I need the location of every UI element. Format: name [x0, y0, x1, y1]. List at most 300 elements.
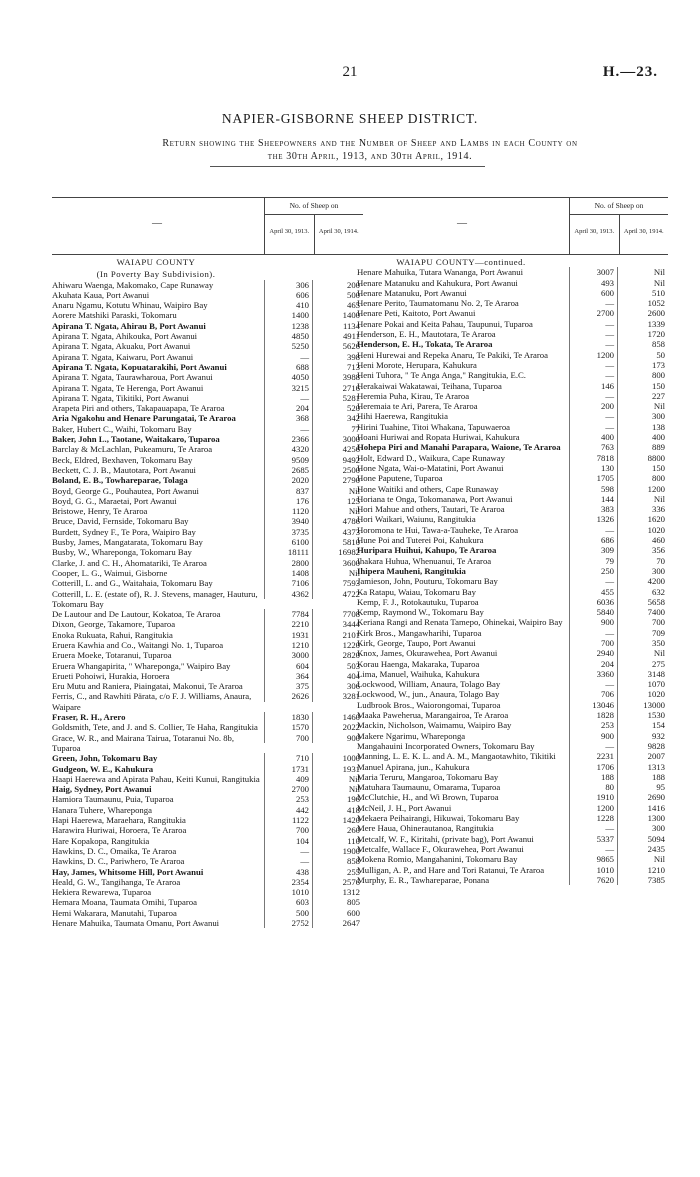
owner-name: Kirk, George, Taupo, Port Awanui — [357, 637, 476, 648]
owner-name: Boyd, George G., Pouhautea, Port Awanui — [52, 485, 199, 496]
owner-name: Murphy, E. R., Tawhareparae, Ponana — [357, 874, 490, 885]
count-1914: 300 — [617, 411, 668, 421]
owner-name: Manuel Apirana, jun., Kahukura — [357, 761, 470, 772]
count-1913: 204 — [569, 659, 617, 669]
count-1914: Nil — [312, 784, 363, 794]
owner-name: Hune Poi and Tuterei Poi, Kahukura — [357, 535, 484, 546]
owner-name: Baker, Hubert C., Waihi, Tokomaru Bay — [52, 423, 192, 434]
count-1913: — — [569, 319, 617, 329]
count-1914: 7708 — [312, 609, 363, 619]
count-1913: 9865 — [569, 854, 617, 864]
year-1914-header: April 30, 1914. — [619, 215, 669, 254]
table-row — [357, 494, 668, 504]
count-1913: — — [569, 741, 617, 751]
count-1914: 3600 — [312, 558, 363, 568]
table-row — [52, 558, 363, 568]
table-row — [52, 887, 363, 897]
owner-name: Mekaera Peihairangi, Hikuwai, Tokomaru Bay — [357, 813, 520, 824]
table-row — [52, 578, 363, 588]
sheep-count-header — [264, 198, 363, 254]
count-1913: 188 — [569, 772, 617, 782]
count-1913: 438 — [264, 867, 312, 877]
owner-name: Hori Waikari, Waiunu, Rangitukia — [357, 514, 476, 525]
owner-name: Henare Pokai and Keita Pahau, Taupunui, Tuparoa — [357, 318, 533, 329]
count-1913: 6100 — [264, 537, 312, 547]
owner-name: Apirana T. Ngata, Kopuatarakihi, Port Awanui — [52, 361, 227, 372]
owner-name: Ahiwaru Waenga, Makomako, Cape Runaway — [52, 279, 214, 290]
count-1914: 1720 — [617, 329, 668, 339]
count-1914: 255 — [312, 867, 363, 877]
table-row — [357, 401, 668, 411]
table-row — [357, 762, 668, 772]
count-1914: Nil — [312, 774, 363, 784]
table-row — [52, 805, 363, 815]
count-1914: 150 — [617, 463, 668, 473]
count-1914: 1070 — [617, 679, 668, 689]
count-1914: 858 — [617, 339, 668, 349]
count-1914: 398 — [312, 352, 363, 362]
owner-name: Hamiora Taumaunu, Puia, Tuparoa — [52, 794, 174, 805]
table-row — [357, 391, 668, 401]
count-1914: 2790 — [312, 475, 363, 485]
count-1913: 1400 — [264, 310, 312, 320]
count-1913: 375 — [264, 681, 312, 691]
owner-name: Aorere Matshiki Paraski, Tokomaru — [52, 310, 177, 321]
count-1913: 383 — [569, 504, 617, 514]
owner-name: Beckett, C. J. B., Mautotara, Port Awanui — [52, 464, 196, 475]
count-1914: 5658 — [617, 597, 668, 607]
count-1913: 4850 — [264, 331, 312, 341]
count-1913: 250 — [569, 566, 617, 576]
table-row — [52, 764, 363, 774]
owner-name: Eruera Whangapirita, " Whareponga," Waipiro Bay — [52, 660, 231, 671]
table-row — [357, 844, 668, 854]
table-row — [52, 465, 363, 475]
count-1913: 706 — [569, 689, 617, 699]
count-1913: 603 — [264, 897, 312, 907]
count-1913: 104 — [264, 836, 312, 846]
owner-name: Hekiera Rewarewa, Tuparoa — [52, 887, 152, 898]
table-row — [357, 720, 668, 730]
owner-name: Mackin, Nicholson, Waimamu, Waipiro Bay — [357, 720, 512, 731]
owner-name: Green, John, Tokomaru Bay — [52, 753, 158, 764]
table-row — [357, 607, 668, 617]
table-row — [52, 846, 363, 856]
table-row — [357, 463, 668, 473]
owner-name: Ihakara Huhua, Whenuanui, Te Araroa — [357, 555, 492, 566]
table-row — [52, 722, 363, 732]
owner-name: Hay, James, Whitsome Hill, Port Awanui — [52, 866, 204, 877]
count-1914: 460 — [617, 535, 668, 545]
table-row — [52, 836, 363, 846]
table-row — [357, 360, 668, 370]
count-1914: 805 — [312, 897, 363, 907]
sheep-count-group-label: No. of Sheep on — [570, 198, 668, 215]
table-row — [52, 630, 363, 640]
owner-name: Lockwood, William, Anaura, Tolago Bay — [357, 679, 501, 690]
count-1914: 709 — [617, 628, 668, 638]
owner-name: Beck, Eldred, Bexhaven, Tokomaru Bay — [52, 454, 193, 465]
count-1913: 1122 — [264, 815, 312, 825]
count-1913: 1706 — [569, 762, 617, 772]
count-1913: — — [264, 393, 312, 403]
table-row — [357, 556, 668, 566]
table-row — [357, 484, 668, 494]
count-1913: — — [569, 422, 617, 432]
table-row — [52, 290, 363, 300]
count-1914: 1134 — [312, 321, 363, 331]
count-1913: — — [569, 391, 617, 401]
count-1914: 70 — [617, 556, 668, 566]
count-1913: 493 — [569, 278, 617, 288]
count-1914: 600 — [312, 908, 363, 918]
owner-name: Cooper, L. G., Waimui, Gisborne — [52, 567, 168, 578]
table-row — [52, 774, 363, 784]
table-row — [52, 619, 363, 629]
table-row — [52, 671, 363, 681]
table-row — [52, 856, 363, 866]
count-1913: 79 — [569, 556, 617, 566]
table-row — [357, 432, 668, 442]
count-1913: 409 — [264, 774, 312, 784]
owner-name: Boyd, G. G., Maraetai, Port Awanui — [52, 495, 177, 506]
count-1914: 260 — [312, 825, 363, 835]
count-1914: 138 — [617, 422, 668, 432]
table-row — [357, 597, 668, 607]
count-1913: — — [569, 298, 617, 308]
count-1913: 3007 — [569, 267, 617, 277]
count-1913: — — [569, 411, 617, 421]
owner-name: Hawkins, D. C., Omaika, Te Araroa — [52, 845, 177, 856]
count-1914: 5094 — [617, 834, 668, 844]
count-1913: 1570 — [264, 722, 312, 732]
count-1913: 200 — [569, 401, 617, 411]
count-1913: 700 — [264, 825, 312, 835]
table-row — [52, 506, 363, 516]
count-1913: 442 — [264, 805, 312, 815]
owner-name: Knox, James, Okurawehea, Port Awanui — [357, 648, 498, 659]
table-row — [52, 300, 363, 310]
owner-name: Ludbrook Bros., Waiorongomai, Tuparoa — [357, 699, 501, 710]
count-1913: 455 — [569, 587, 617, 597]
table-row — [357, 278, 668, 288]
count-1913: 598 — [569, 484, 617, 494]
table-row — [357, 545, 668, 555]
count-1913: 364 — [264, 671, 312, 681]
table-row — [357, 782, 668, 792]
count-1914: 1900 — [312, 846, 363, 856]
table-row — [52, 413, 363, 423]
count-1914: 632 — [617, 587, 668, 597]
count-1914: 400 — [617, 432, 668, 442]
count-1913: 700 — [264, 733, 312, 743]
count-1913: 2700 — [264, 784, 312, 794]
count-1913: 2626 — [264, 691, 312, 701]
owner-name: Apirana T. Ngata, Ahikouka, Port Awanui — [52, 331, 198, 342]
count-1914: 1052 — [617, 298, 668, 308]
count-1914: 5810 — [312, 537, 363, 547]
count-1914: 196 — [312, 794, 363, 804]
owner-name: Erueti Pohoiwi, Hurakia, Horoera — [52, 670, 170, 681]
count-1914: 800 — [617, 370, 668, 380]
count-1913: — — [569, 329, 617, 339]
owner-name: Heald, G. W., Tangihanga, Te Araroa — [52, 876, 181, 887]
count-1913: 1828 — [569, 710, 617, 720]
owner-name: Kemp, F. J., Rotokautuku, Tuparoa — [357, 596, 479, 607]
table-row — [357, 504, 668, 514]
table-row — [52, 255, 363, 267]
table-row — [52, 516, 363, 526]
count-1914: 5626 — [312, 341, 363, 351]
count-1913: 2752 — [264, 918, 312, 928]
owner-name: Haapi Haerewa and Apirata Pahau, Keiti Kunui, Rangitukia — [52, 773, 260, 784]
owner-name: Haig, Sydney, Port Awanui — [52, 784, 152, 795]
owner-name: De Lautour and De Lautour, Kokatoa, Te Araroa — [52, 609, 221, 620]
count-1914: Nil — [617, 494, 668, 504]
count-1914: 300 — [617, 823, 668, 833]
count-1914: 1530 — [617, 710, 668, 720]
count-1913: 606 — [264, 290, 312, 300]
table-header — [52, 197, 363, 255]
owner-name: Barclay & McLachlan, Pukeamuru, Te Araroa — [52, 444, 213, 455]
count-1914: 356 — [617, 545, 668, 555]
count-1913: 7106 — [264, 578, 312, 588]
count-1913: 1408 — [264, 568, 312, 578]
count-1913: 2700 — [569, 308, 617, 318]
count-1913: 2940 — [569, 648, 617, 658]
table-row — [52, 310, 363, 320]
section-heading: WAIAPU COUNTY—continued. — [396, 257, 526, 267]
count-1914: 350 — [617, 638, 668, 648]
table-row — [52, 496, 363, 506]
count-1914: 2435 — [617, 844, 668, 854]
count-1914: 1416 — [617, 803, 668, 813]
return-subtitle — [70, 137, 670, 163]
count-1914: 2101 — [312, 630, 363, 640]
count-1913: 2685 — [264, 465, 312, 475]
count-1913: 3215 — [264, 383, 312, 393]
table-row — [52, 267, 363, 279]
count-1914: 1000 — [312, 753, 363, 763]
owner-name: Ferris, C., and Rawhiti Pärata, c/o F. J. Williams, Anaura, Waipare — [52, 691, 252, 712]
count-1913: 368 — [264, 413, 312, 423]
table-row — [52, 918, 363, 928]
owner-name: McNeil, J. H., Port Awanui — [357, 802, 452, 813]
count-1914: 520 — [312, 403, 363, 413]
owner-name: Baker, John L., Taotane, Waitakaro, Tuparoa — [52, 434, 220, 445]
table-row — [357, 792, 668, 802]
count-1913: 1326 — [569, 514, 617, 524]
count-1913: 1731 — [264, 764, 312, 774]
owner-name: Bristowe, Henry, Te Araroa — [52, 506, 148, 517]
count-1914: Nil — [312, 568, 363, 578]
owner-name: Cotterill, L. and G., Waitahaia, Tokomaru Bay — [52, 578, 213, 589]
owner-name: Hihi Haerewa, Rangitukia — [357, 411, 448, 422]
table-row — [52, 362, 363, 372]
owner-name: Mere Haua, Ohinerautanoa, Rangitukia — [357, 823, 494, 834]
table-row — [52, 486, 363, 496]
count-1914: 342 — [312, 413, 363, 423]
count-1914: 1300 — [617, 813, 668, 823]
owner-name: Mangahauini Incorporated Owners, Tokomaru Bay — [357, 740, 535, 751]
table-row — [357, 339, 668, 349]
count-1913: 1705 — [569, 473, 617, 483]
count-1914: Nil — [617, 278, 668, 288]
owner-name: Hemara Moana, Taumata Omihi, Tuparoa — [52, 897, 197, 908]
owner-name: Eruera Kawhia and Co., Waitangi No. 1, Tuparoa — [52, 639, 224, 650]
table-row — [357, 669, 668, 679]
owner-name: Apirana T. Ngata, Akuaku, Port Awanui — [52, 341, 191, 352]
count-1913: 6036 — [569, 597, 617, 607]
count-1914: 5281 — [312, 393, 363, 403]
count-1914: 1460 — [312, 712, 363, 722]
table-row — [357, 731, 668, 741]
count-1914: 306 — [312, 681, 363, 691]
table-row — [357, 617, 668, 627]
count-1913: — — [569, 823, 617, 833]
count-1913: 5250 — [264, 341, 312, 351]
table-row — [357, 442, 668, 452]
owner-name: Apirana T. Ngata, Kaiwaru, Port Awanui — [52, 351, 194, 362]
table-row — [52, 691, 363, 712]
count-1913: 900 — [569, 617, 617, 627]
count-1914: 1210 — [617, 865, 668, 875]
table-row — [357, 370, 668, 380]
count-1914: 1339 — [617, 319, 668, 329]
count-1914: 800 — [617, 473, 668, 483]
owner-name: Goldsmith, Tete, and J. and S. Collier, Te Haha, Rangitukia — [52, 722, 258, 733]
count-1913: 1931 — [264, 630, 312, 640]
count-1913: 1238 — [264, 321, 312, 331]
count-1913: 13046 — [569, 700, 617, 710]
count-1914: 3444 — [312, 619, 363, 629]
table-row — [357, 772, 668, 782]
owner-name: Henare Mahuika, Taumata Omanu, Port Awanui — [52, 918, 220, 928]
count-1914: 404 — [312, 671, 363, 681]
table-row — [52, 537, 363, 547]
table-row — [357, 587, 668, 597]
page-number: 21 — [342, 64, 358, 80]
count-1913: 2366 — [264, 434, 312, 444]
owner-name: Apirana T. Ngata, Taurawharoua, Port Awanui — [52, 372, 213, 383]
table-row — [357, 255, 668, 267]
count-1913: 5840 — [569, 607, 617, 617]
owner-name: Burdett, Sydney F., Te Pora, Waipiro Bay — [52, 526, 196, 537]
count-1913: 500 — [264, 908, 312, 918]
count-1913: 146 — [569, 381, 617, 391]
owner-name: Makere Ngarimu, Whareponga — [357, 730, 466, 741]
count-1914: 700 — [617, 617, 668, 627]
count-1914: Nil — [312, 506, 363, 516]
count-1913: 3940 — [264, 516, 312, 526]
owner-name: Henare Matanuku and Kahukura, Port Awanui — [357, 277, 518, 288]
table-row — [357, 576, 668, 586]
owner-name: Hemi Wakarara, Manutahi, Tuparoa — [52, 907, 177, 918]
table-row — [357, 381, 668, 391]
table-row — [52, 650, 363, 660]
table-row — [52, 712, 363, 722]
count-1913: 400 — [569, 432, 617, 442]
count-1913: 253 — [569, 720, 617, 730]
count-1914: 1620 — [617, 514, 668, 524]
owner-name: Heremia Puha, Kirau, Te Araroa — [357, 390, 470, 401]
owner-name: Apirana T. Ngata, Te Herenga, Port Awanui — [52, 382, 204, 393]
owner-name: Hoani Huriwai and Ropata Huriwai, Kahukura — [357, 432, 520, 443]
count-1914: 188 — [617, 772, 668, 782]
owner-name: Henare Mahuika, Tutara Wananga, Port Awanui — [357, 267, 524, 278]
count-1914: 7593 — [312, 578, 363, 588]
table-row — [357, 865, 668, 875]
table-row — [52, 352, 363, 362]
count-1914: 154 — [617, 720, 668, 730]
count-1914: 1420 — [312, 815, 363, 825]
owner-column-header: — — [152, 218, 162, 229]
count-1913: — — [569, 370, 617, 380]
count-1913: — — [569, 628, 617, 638]
owner-name: Lockwood, W., jun., Anaura, Tolago Bay — [357, 689, 500, 700]
owner-name: Grace, W. R., and Mairana Tairua, Totaranui No. 8b, Tuparoa — [52, 732, 235, 753]
owner-name: Hone Ngata, Wai-o-Matatini, Port Awanui — [357, 462, 504, 473]
owner-name: Fraser, R. H., Arero — [52, 712, 126, 723]
table-row — [357, 453, 668, 463]
count-1913: 1010 — [569, 865, 617, 875]
owner-name: McClutchie, H., and Wi Brown, Tuparoa — [357, 792, 499, 803]
count-1913: 5337 — [569, 834, 617, 844]
count-1913: — — [569, 844, 617, 854]
count-1913: 306 — [264, 280, 312, 290]
count-1913: 1200 — [569, 803, 617, 813]
owner-name: Cotterill, L. E. (estate of), R. J. Stevens, manager, Hauturu, Tokomaru Bay — [52, 588, 258, 609]
owner-name: Akuhata Kaua, Port Awanui — [52, 289, 150, 300]
owner-name: Lima, Manuel, Waihuka, Kahukura — [357, 668, 480, 679]
table-row — [52, 609, 363, 619]
owner-name: Henare Peti, Kaitoto, Port Awanui — [357, 308, 476, 319]
count-1914: 2690 — [617, 792, 668, 802]
owner-name: Busby, James, Mangatarata, Tokomaru Bay — [52, 537, 203, 548]
report-reference: H.—23. — [602, 64, 658, 80]
year-1913-header: April 30, 1913. — [269, 228, 310, 235]
count-1914: 1931 — [312, 764, 363, 774]
count-1914: Nil — [312, 486, 363, 496]
count-1913: 1200 — [569, 350, 617, 360]
count-1913: — — [264, 846, 312, 856]
count-1914: 858 — [312, 856, 363, 866]
owner-name: Hori Mahue and others, Tautari, Te Araroa — [357, 504, 505, 515]
count-1914: 900 — [312, 733, 363, 743]
title-rule — [210, 166, 485, 167]
count-1914: 50 — [617, 350, 668, 360]
table-header — [357, 197, 668, 255]
count-1913: 7620 — [569, 875, 617, 885]
count-1913: 3000 — [264, 650, 312, 660]
owner-name: Holt, Edward D., Waikura, Cape Runaway — [357, 452, 505, 463]
table-row — [357, 319, 668, 329]
owner-name: Heni Hurewai and Repeka Anaru, Te Pakiki, Te Araroa — [357, 349, 548, 360]
count-1913: 4362 — [264, 589, 312, 599]
left-table-body — [52, 255, 363, 928]
count-1914: 1200 — [617, 484, 668, 494]
table-row — [52, 341, 363, 351]
owner-name: Keriana Rangi and Renata Tamepo, Ohinekai, Waipiro Bay — [357, 617, 563, 628]
owner-name: Heni Morote, Herupara, Kahukura — [357, 359, 477, 370]
owner-name: Kirk Bros., Mangawharihi, Tuparoa — [357, 627, 482, 638]
count-1913: — — [569, 360, 617, 370]
table-row — [52, 815, 363, 825]
count-1914: 932 — [617, 731, 668, 741]
count-1914: 16982 — [312, 547, 363, 557]
count-1914: 110 — [312, 836, 363, 846]
count-1914: 465 — [312, 300, 363, 310]
